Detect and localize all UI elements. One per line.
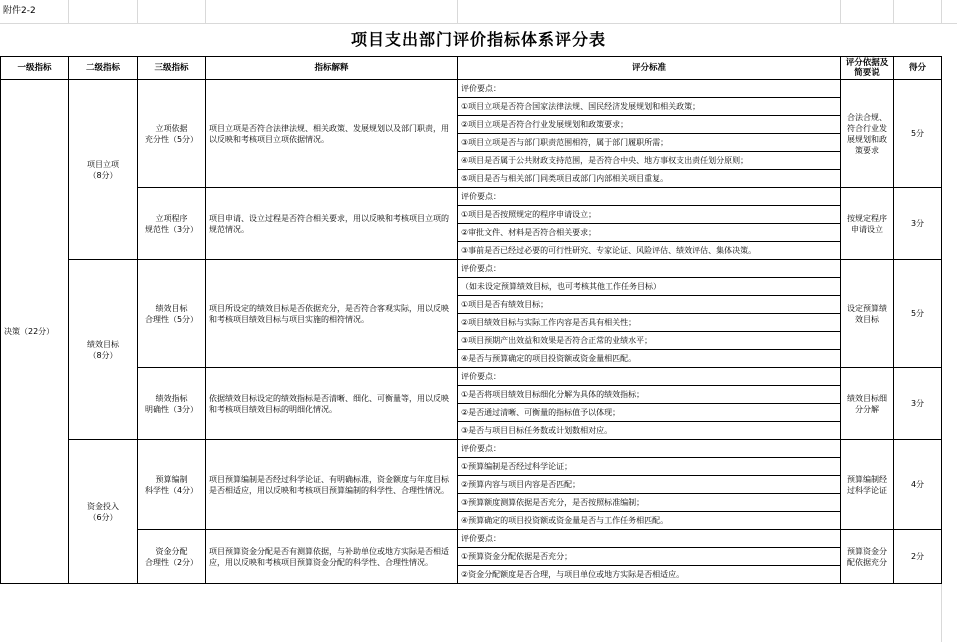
score-value: 2分: [894, 530, 942, 584]
criteria-item: ③项目预期产出效益和效果是否符合正常的业绩水平；: [458, 332, 841, 350]
table-row: [1, 530, 942, 548]
criteria-item: 评价要点：: [458, 80, 841, 98]
scoring-basis: 绩效目标细分分解: [841, 368, 894, 440]
criteria-item: ①项目立项是否符合国家法律法规、国民经济发展规划和相关政策；: [458, 98, 841, 116]
criteria-item: ①预算资金分配依据是否充分；: [458, 548, 841, 566]
criteria-item: ①项目是否按照规定的程序申请设立；: [458, 206, 841, 224]
score-value: 3分: [894, 188, 942, 260]
evaluation-table: [0, 56, 942, 584]
score-value: 4分: [894, 440, 942, 530]
level2-indicator: 资金投入 （6分）: [69, 440, 138, 584]
spreadsheet-header-row: [0, 0, 957, 24]
level3-indicator: 绩效指标 明确性（3分）: [138, 368, 206, 440]
criteria-item: ①预算编制是否经过科学论证；: [458, 458, 841, 476]
annex-label: 附件2-2: [3, 6, 36, 16]
indicator-explanation: 项目预算资金分配是否有测算依据，与补助单位或地方实际是否相适应，用以反映和考核项目预算资金分配的科学性、合理性情况。: [206, 530, 458, 584]
criteria-item: ②项目立项是否符合行业发展规划和政策要求；: [458, 116, 841, 134]
header-criteria: 评分标准: [458, 57, 841, 80]
header-level2: 二级指标: [69, 57, 138, 80]
criteria-item: 评价要点：: [458, 440, 841, 458]
criteria-item: ①项目是否有绩效目标；: [458, 296, 841, 314]
criteria-item: ④是否与预算确定的项目投资额或资金量相匹配。: [458, 350, 841, 368]
criteria-item: ②审批文件、材料是否符合相关要求；: [458, 224, 841, 242]
scoring-basis: 按规定程序申请设立: [841, 188, 894, 260]
grid-line: [840, 0, 841, 23]
grid-line: [457, 0, 458, 23]
header-basis: 评分依据及简要说: [841, 57, 894, 80]
scoring-basis: 预算资金分配依据充分: [841, 530, 894, 584]
criteria-item: ⑤项目是否与相关部门同类项目或部门内部相关项目重复。: [458, 170, 841, 188]
criteria-item: 评价要点：: [458, 260, 841, 278]
table-row: [1, 80, 942, 98]
criteria-item: ④项目是否属于公共财政支持范围，是否符合中央、地方事权支出责任划分原则；: [458, 152, 841, 170]
level3-indicator: 立项程序 规范性（3分）: [138, 188, 206, 260]
criteria-item: ③项目立项是否与部门职责范围相符，属于部门履职所需；: [458, 134, 841, 152]
level3-indicator: 立项依据 充分性（5分）: [138, 80, 206, 188]
indicator-explanation: 项目预算编制是否经过科学论证、有明确标准，资金额度与年度目标是否相适应，用以反映和考核项目预算编制的科学性、合理性情况。: [206, 440, 458, 530]
score-value: 3分: [894, 368, 942, 440]
criteria-item: ①是否将项目绩效目标细化分解为具体的绩效指标；: [458, 386, 841, 404]
score-value: 5分: [894, 260, 942, 368]
page-title: 项目支出部门评价指标体系评分表: [350, 30, 606, 49]
spreadsheet-extra-column: [941, 56, 957, 642]
header-explanation: 指标解释: [206, 57, 458, 80]
header-level1: 一级指标: [1, 57, 69, 80]
header-level3: 三级指标: [138, 57, 206, 80]
criteria-item: ②项目绩效目标与实际工作内容是否具有相关性；: [458, 314, 841, 332]
table-row: [1, 260, 942, 278]
criteria-item: ④预算确定的项目投资额或资金量是否与工作任务相匹配。: [458, 512, 841, 530]
table-row: [1, 188, 942, 206]
criteria-item: ②预算内容与项目内容是否匹配；: [458, 476, 841, 494]
level2-indicator: 绩效目标 （8分）: [69, 260, 138, 440]
scoring-basis: 预算编制经过科学论证: [841, 440, 894, 530]
indicator-explanation: 项目申请、设立过程是否符合相关要求，用以反映和考核项目立项的规范情况。: [206, 188, 458, 260]
grid-line: [68, 0, 69, 23]
grid-line: [137, 0, 138, 23]
criteria-item: ③预算额度测算依据是否充分，是否按照标准编制；: [458, 494, 841, 512]
table-row: [1, 440, 942, 458]
indicator-explanation: 项目所设定的绩效目标是否依据充分，是否符合客观实际，用以反映和考核项目绩效目标与项目实施的相符情况。: [206, 260, 458, 368]
criteria-item: （如未设定预算绩效目标，也可考核其他工作任务目标）: [458, 278, 841, 296]
scoring-basis: 合法合规、符合行业发展规划和政策要求: [841, 80, 894, 188]
criteria-item: 评价要点：: [458, 368, 841, 386]
level3-indicator: 绩效目标 合理性（5分）: [138, 260, 206, 368]
level3-indicator: 资金分配 合理性（2分）: [138, 530, 206, 584]
header-score: 得分: [894, 57, 942, 80]
level2-indicator: 项目立项 （8分）: [69, 80, 138, 260]
level3-indicator: 预算编制 科学性（4分）: [138, 440, 206, 530]
score-value: 5分: [894, 80, 942, 188]
table-row: [1, 368, 942, 386]
criteria-item: ②是否通过清晰、可衡量的指标值予以体现；: [458, 404, 841, 422]
level1-indicator: 决策（22分）: [1, 80, 69, 584]
grid-line: [941, 0, 942, 23]
criteria-item: 评价要点：: [458, 530, 841, 548]
indicator-explanation: 项目立项是否符合法律法规、相关政策、发展规划以及部门职责，用以反映和考核项目立项依据情况。: [206, 80, 458, 188]
scoring-basis: 设定预算绩效目标: [841, 260, 894, 368]
indicator-explanation: 依据绩效目标设定的绩效指标是否清晰、细化、可衡量等，用以反映和考核项目绩效目标的明细化情况。: [206, 368, 458, 440]
criteria-item: ③是否与项目目标任务数或计划数相对应。: [458, 422, 841, 440]
grid-line: [893, 0, 894, 23]
grid-line: [205, 0, 206, 23]
criteria-item: ③事前是否已经过必要的可行性研究、专家论证、风险评估、绩效评估、集体决策。: [458, 242, 841, 260]
criteria-item: ②资金分配额度是否合理，与项目单位或地方实际是否相适应。: [458, 566, 841, 584]
table-header-row: [1, 57, 942, 80]
criteria-item: 评价要点：: [458, 188, 841, 206]
